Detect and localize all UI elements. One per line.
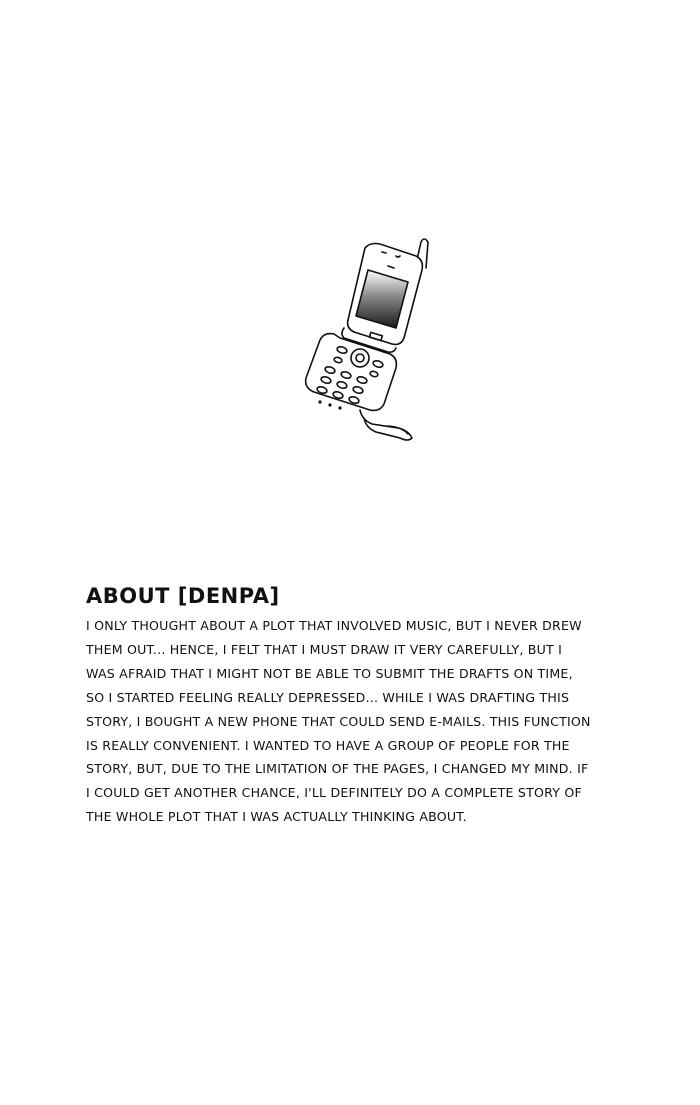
afterword-line: I COULD GET ANOTHER CHANCE, I'LL DEFINITELY DO A COMPLETE STORY OF: [86, 785, 582, 801]
afterword-line: WAS AFRAID THAT I MIGHT NOT BE ABLE TO SUBMIT THE DRAFTS ON TIME,: [86, 665, 573, 681]
afterword-line: I ONLY THOUGHT ABOUT A PLOT THAT INVOLVED MUSIC, BUT I NEVER DREW: [86, 618, 582, 633]
afterword-line: SO I STARTED FEELING REALLY DEPRESSED... WHILE I WAS DRAFTING THIS: [86, 689, 570, 705]
afterword-body: [86, 614, 606, 829]
afterword-line: THE WHOLE PLOT THAT I WAS ACTUALLY THINKING ABOUT.: [86, 809, 467, 825]
flip-phone-illustration: [290, 228, 430, 443]
afterword-title: ABOUT [DENPA]: [86, 584, 280, 608]
afterword-line: IS REALLY CONVENIENT. I WANTED TO HAVE A GROUP OF PEOPLE FOR THE: [86, 737, 570, 753]
afterword-line: THEM OUT... HENCE, I FELT THAT I MUST DRAW IT VERY CAREFULLY, BUT I: [86, 641, 563, 657]
flip-phone-icon: [290, 228, 430, 443]
afterword-line: STORY, I BOUGHT A NEW PHONE THAT COULD SEND E-MAILS. THIS FUNCTION: [86, 713, 591, 729]
afterword-line: STORY, BUT, DUE TO THE LIMITATION OF THE PAGES, I CHANGED MY MIND. IF: [86, 761, 589, 777]
